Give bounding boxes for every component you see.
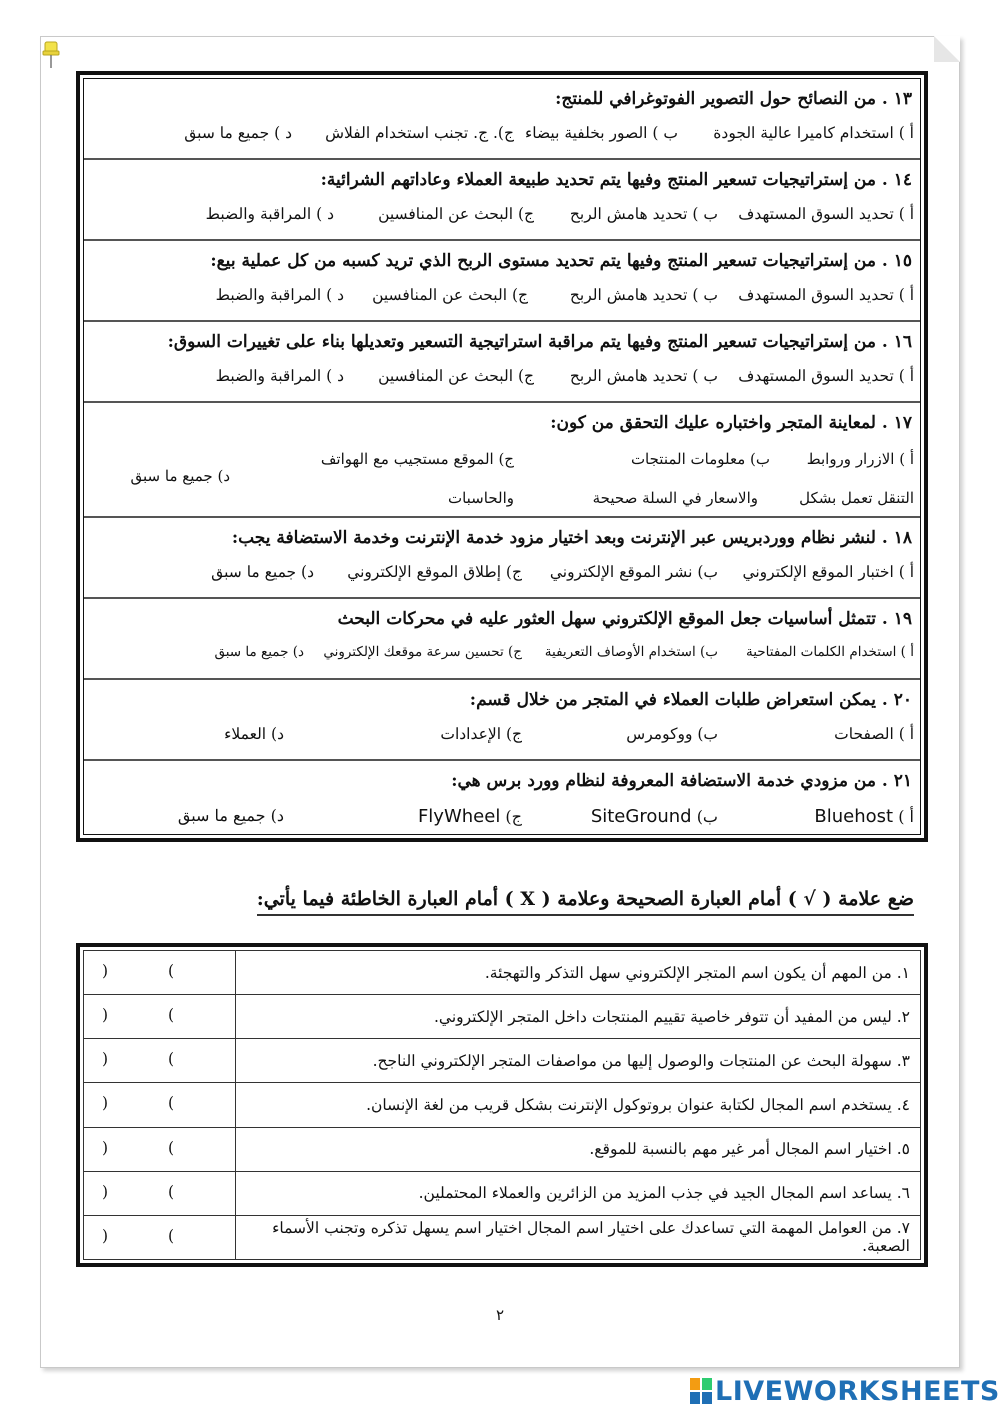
question-title: ١٣ . من النصائح حول التصوير الفوتوغرافي للمنتج: [555, 89, 912, 109]
question-14 [84, 160, 920, 241]
true-false-heading: ضع علامة ( √ ) أمام العبارة الصحيحة وعلامة ( X ) أمام العبارة الخاطئة فيما يأتي: [257, 888, 914, 916]
option-d[interactable]: د) جميع ما سبق [130, 467, 230, 485]
table-row [84, 1039, 921, 1083]
question-title: ١٧ . لمعاينة المتجر واختباره عليك التحقق من كون: [550, 413, 912, 433]
paren-close: ) [102, 962, 109, 980]
option-a[interactable] [814, 806, 914, 827]
option-a[interactable]: أ ) اختبار الموقع الإلكتروني [742, 563, 914, 581]
option-a[interactable]: أ ) تحديد السوق المستهدف [738, 286, 914, 304]
question-title: ١٦ . من إستراتيجيات تسعير المنتج وفيها يتم مراقبة استراتيجية التسعير وتعديلها بناء على تغييرات السوق: [167, 332, 912, 352]
statement-3: ٣. سهولة البحث عن المنتجات والوصول إليها من مواصفات المتجر الإلكتروني الناجح. [236, 1039, 921, 1083]
question-title: ١٥ . من إستراتيجيات تسعير المنتج وفيها يتم تحديد مستوى الربح الذي تريد كسبه من كل عملية بيع: [210, 251, 912, 271]
question-title: ٢٠ . يمكن استعراض طلبات العملاء في المتجر من خلال قسم: [469, 690, 912, 710]
option-c[interactable]: ج) إطلاق الموقع الإلكتروني [347, 563, 522, 581]
option-c[interactable]: ج) البحث عن المنافسين [372, 286, 528, 304]
option-a-text: Bluehost [814, 806, 894, 827]
question-16 [84, 322, 920, 403]
option-b[interactable]: ب) نشر الموقع الإلكتروني [549, 563, 718, 581]
option-a-prefix: أ ) [898, 807, 914, 826]
question-17 [84, 403, 920, 518]
statement-4: ٤. يستخدم اسم المجال لكتابة عنوان بروتوكول الإنترنت بشكل قريب من لغة الإنسان. [236, 1083, 921, 1127]
logo-icon [690, 1378, 712, 1404]
option-a-continuation: التنقل تعمل بشكل [799, 489, 914, 507]
question-19 [84, 599, 920, 680]
option-d[interactable]: د) جميع ما سبق [211, 563, 314, 581]
option-c-text: FlyWheel [417, 806, 501, 827]
table-row [84, 995, 921, 1039]
answer-slot-5[interactable] [84, 1127, 236, 1171]
statement-1: ١. من المهم أن يكون اسم المتجر الإلكتروني سهل التذكر والتهجئة. [236, 951, 921, 995]
option-b-prefix: ب) [696, 807, 718, 826]
answer-slot-4[interactable] [84, 1083, 236, 1127]
question-21 [84, 761, 920, 842]
option-c[interactable]: ج) البحث عن المنافسين [378, 367, 534, 385]
option-c[interactable]: ج) البحث عن المنافسين [378, 205, 534, 223]
question-20 [84, 680, 920, 761]
option-d[interactable]: د ) المراقبة والضبط [215, 286, 344, 304]
option-d[interactable]: د) جميع ما سبق [214, 644, 304, 660]
option-b[interactable]: ب) معلومات المنتجات [630, 450, 770, 468]
option-b-continuation: والاسعار في السلة صحيحة [592, 489, 758, 507]
question-title: ٢١ . من مزودي خدمة الاستضافة المعروفة لنظام وورد برس هي: [451, 771, 912, 791]
answer-slot-2[interactable] [84, 995, 236, 1039]
option-c[interactable]: ج) تحسين سرعة موقعك الإلكتروني [323, 644, 522, 660]
option-b[interactable] [591, 806, 718, 827]
liveworksheets-logo[interactable] [690, 1376, 1000, 1406]
question-title: ١٩ . تتمثل أساسيات جعل الموقع الإلكتروني سهل العثور عليه في محركات البحث [337, 609, 912, 629]
answer-slot-7[interactable] [84, 1215, 236, 1259]
option-a[interactable]: أ ) الصفحات [834, 725, 914, 743]
option-d[interactable]: د ) جميع ما سبق [184, 124, 292, 142]
page-fold [934, 36, 960, 62]
option-a[interactable]: أ ) تحديد السوق المستهدف [738, 367, 914, 385]
option-c[interactable]: ج). ج. تجنب استخدام الفلاش [325, 124, 514, 142]
paren-open: ( [168, 1138, 175, 1157]
paren-close: ) [102, 1182, 109, 1201]
option-b[interactable]: ب ) الصور بخلفية بيضاء [524, 124, 678, 142]
option-c-prefix: ج) [505, 807, 522, 826]
table-row [84, 1083, 921, 1127]
answer-slot-6[interactable] [84, 1171, 236, 1215]
statement-6: ٦. يساعد اسم المجال الجيد في جذب المزيد من الزائرين والعملاء المحتملين. [236, 1171, 921, 1215]
mcq-section [76, 71, 928, 842]
logo-text: LIVEWORKSHEETS [715, 1375, 1000, 1407]
table-row [84, 1215, 921, 1259]
option-d[interactable]: د) العملاء [224, 725, 284, 743]
option-c[interactable] [418, 806, 522, 827]
question-15 [84, 241, 920, 322]
statement-5: ٥. اختيار اسم المجال أمر غير مهم بالنسبة للموقع. [236, 1127, 921, 1171]
option-a[interactable]: أ ) الازرار وروابط [806, 450, 914, 468]
paren-close: ) [102, 1094, 109, 1113]
statement-7: ٧. من العوامل المهمة التي تساعدك على اختيار اسم المجال اختيار اسم يسهل تذكره وتجنب الأسماء الصعبة. [236, 1215, 921, 1259]
pin-icon [42, 40, 60, 70]
page-number: ٢ [495, 1306, 505, 1324]
option-b-text: SiteGround [590, 806, 692, 827]
paren-open: ( [168, 962, 175, 980]
option-b[interactable]: ب ) تحديد هامش الربح [569, 367, 718, 385]
paren-close: ) [102, 1006, 109, 1025]
option-c-continuation: والحاسبات [447, 489, 514, 507]
question-18 [84, 518, 920, 599]
paren-open: ( [168, 1182, 175, 1201]
answer-slot-3[interactable] [84, 1039, 236, 1083]
paren-open: ( [168, 1006, 175, 1025]
table-row [84, 951, 921, 995]
option-a[interactable]: أ ) تحديد السوق المستهدف [738, 205, 914, 223]
paren-open: ( [168, 1094, 175, 1113]
paren-open: ( [168, 1226, 175, 1245]
option-b[interactable]: ب ) تحديد هامش الربح [569, 286, 718, 304]
paren-close: ) [102, 1226, 109, 1245]
question-title: ١٤ . من إستراتيجيات تسعير المنتج وفيها يتم تحديد طبيعة العملاء وعاداتهم الشرائية: [320, 170, 912, 190]
option-c[interactable]: ج) الإعدادات [440, 725, 522, 743]
option-a[interactable]: أ ) استخدام كاميرا عالية الجودة [713, 124, 914, 142]
option-c[interactable]: ج) الموقع مستجيب مع الهواتف [320, 450, 514, 468]
option-b[interactable]: ب ) تحديد هامش الربح [569, 205, 718, 223]
option-d[interactable]: د) جميع ما سبق [177, 806, 284, 825]
table-row [84, 1127, 921, 1171]
statement-2: ٢. ليس من المفيد أن تتوفر خاصية تقييم المنتجات داخل المتجر الإلكتروني. [236, 995, 921, 1039]
question-13 [84, 79, 920, 160]
option-d[interactable]: د ) المراقبة والضبط [215, 367, 344, 385]
paren-close: ) [102, 1138, 109, 1157]
question-title: ١٨ . لنشر نظام ووردبريس عبر الإنترنت وبعد اختيار مزود خدمة الإنترنت وخدمة الاستضافة يجب: [231, 528, 912, 548]
option-b[interactable]: ب) ووكومرس [626, 725, 718, 743]
paren-close: ) [102, 1050, 109, 1069]
answer-slot-1[interactable] [84, 951, 236, 995]
true-false-section [76, 943, 928, 1267]
option-a[interactable]: أ ) استخدام الكلمات المفتاحية [746, 644, 914, 660]
option-b[interactable]: ب) استخدام الأوصاف التعريفية [544, 644, 718, 660]
paren-open: ( [168, 1050, 175, 1069]
option-d[interactable]: د ) المراقبة والضبط [205, 205, 334, 223]
table-row [84, 1171, 921, 1215]
